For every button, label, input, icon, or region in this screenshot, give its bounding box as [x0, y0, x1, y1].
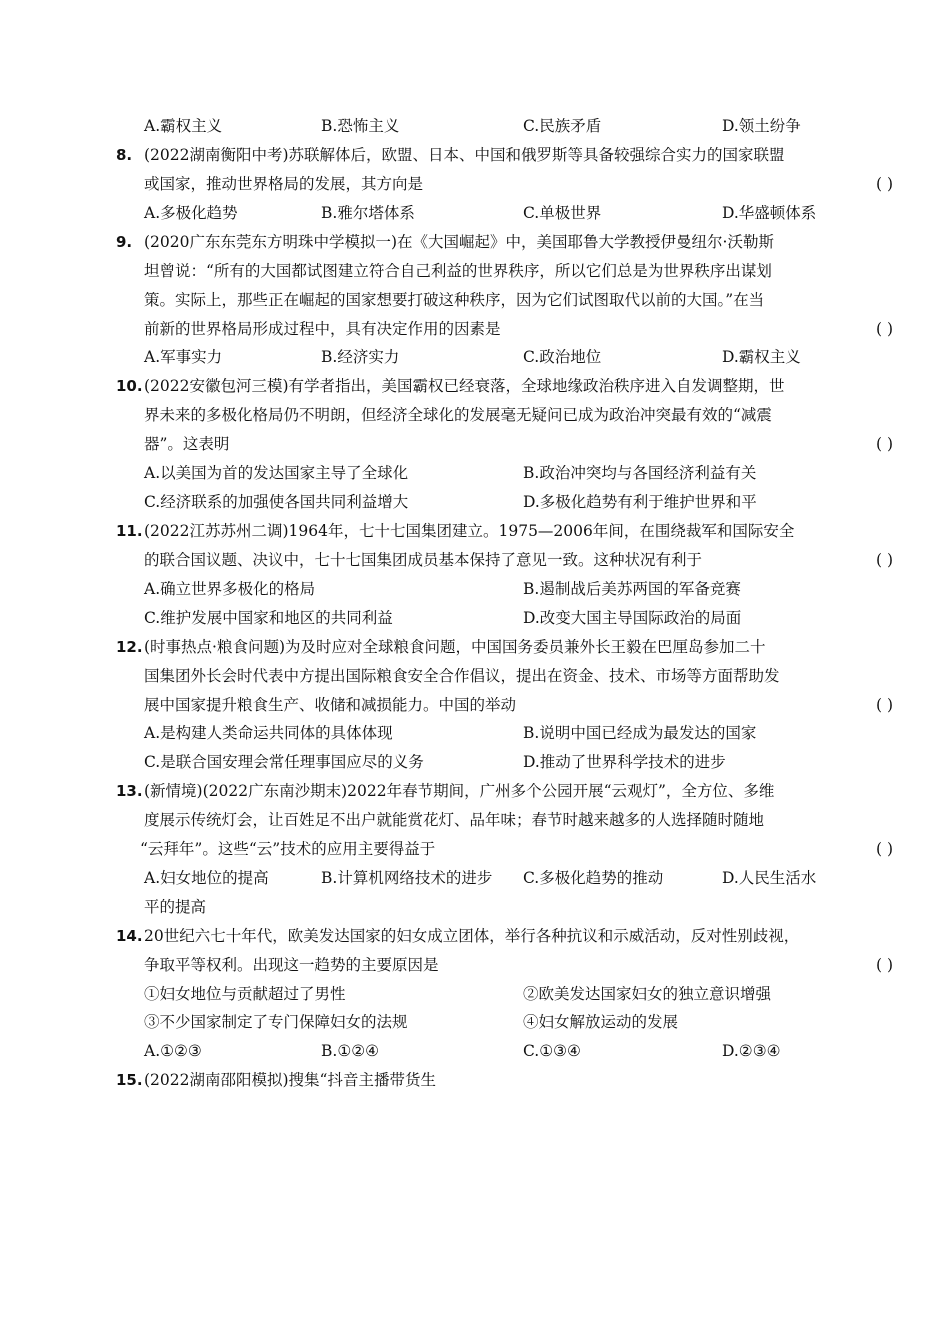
question-stem-line: (2022湖南衡阳中考)苏联解体后，欧盟、日本、中国和俄罗斯等具备较强综合实力的国家联盟	[144, 146, 785, 164]
question-number: 11.	[116, 522, 143, 540]
statement-1: ①妇女地位与贡献超过了男性	[144, 985, 346, 1003]
option-a: A.军事实力	[144, 348, 223, 366]
option-c: C.单极世界	[523, 204, 602, 222]
option-b: B.雅尔塔体系	[321, 204, 415, 222]
question-number: 9.	[116, 233, 133, 251]
option-c: C.民族矛盾	[523, 117, 602, 135]
question-stem-line: 器”。这表明	[144, 435, 230, 453]
option-d-continuation: 平的提高	[144, 898, 207, 916]
question-number: 12.	[116, 638, 143, 656]
question-stem-line: 争取平等权利。出现这一趋势的主要原因是	[144, 956, 439, 974]
option-d: D.②③④	[722, 1042, 781, 1060]
question-stem-line: 20世纪六七十年代，欧美发达国家的妇女成立团体，举行各种抗议和示威活动，反对性别歧视，	[144, 927, 800, 945]
answer-blank: ( )	[876, 696, 894, 714]
answer-blank: ( )	[876, 320, 894, 338]
answer-blank: ( )	[876, 551, 894, 569]
question-stem-line: 策。实际上，那些正在崛起的国家想要打破这种秩序，因为它们试图取代以前的大国。”在当	[144, 291, 765, 309]
question-stem-line: 或国家，推动世界格局的发展，其方向是	[144, 175, 424, 193]
option-b: B.政治冲突均与各国经济利益有关	[523, 464, 757, 482]
option-d: D.多极化趋势有利于维护世界和平	[523, 493, 757, 511]
question-number: 8.	[116, 146, 133, 164]
option-d: D.领土纷争	[722, 117, 801, 135]
question-number: 10.	[116, 377, 143, 395]
answer-blank: ( )	[876, 840, 894, 858]
question-stem-line: 的联合国议题、决议中，七十七国集团成员基本保持了意见一致。这种状况有利于	[144, 551, 703, 569]
question-number: 13.	[116, 782, 143, 800]
option-a: A.多极化趋势	[144, 204, 238, 222]
answer-blank: ( )	[876, 435, 894, 453]
option-c: C.是联合国安理会常任理事国应尽的义务	[144, 753, 424, 771]
option-b: B.遏制战后美苏两国的军备竞赛	[523, 580, 741, 598]
option-a: A.确立世界多极化的格局	[144, 580, 316, 598]
statement-3: ③不少国家制定了专门保障妇女的法规	[144, 1013, 408, 1031]
question-stem-line: (2022安徽包河三模)有学者指出，美国霸权已经衰落，全球地缘政治秩序进入自发调整期，世	[144, 377, 785, 395]
option-c: C.维护发展中国家和地区的共同利益	[144, 609, 393, 627]
option-d: D.人民生活水	[722, 869, 817, 887]
question-stem-line: 国集团外长会时代表中方提出国际粮食安全合作倡议，提出在资金、技术、市场等方面帮助发	[144, 667, 780, 685]
option-c: C.政治地位	[523, 348, 602, 366]
option-a: A.以美国为首的发达国家主导了全球化	[144, 464, 409, 482]
question-stem-line: 坦曾说：“所有的大国都试图建立符合自己利益的世界秩序，所以它们总是为世界秩序出谋划	[144, 262, 772, 280]
option-b: B.计算机网络技术的进步	[321, 869, 493, 887]
question-stem-line: (新情境)(2022广东南沙期末)2022年春节期间，广州多个公园开展“云观灯”，全方位、多维	[144, 782, 775, 800]
option-d: D.华盛顿体系	[722, 204, 817, 222]
question-number: 14.	[116, 927, 143, 945]
option-b: B.恐怖主义	[321, 117, 400, 135]
option-a: A.霸权主义	[144, 117, 223, 135]
question-stem-line: (时事热点·粮食问题)为及时应对全球粮食问题，中国国务委员兼外长王毅在巴厘岛参加二十	[144, 638, 766, 656]
option-c: C.经济联系的加强使各国共同利益增大	[144, 493, 409, 511]
question-stem-line: 度展示传统灯会，让百姓足不出户就能赏花灯、品年味；春节时越来越多的人选择随时随地	[144, 811, 765, 829]
question-stem-line: “云拜年”。这些“云”技术的应用主要得益于	[140, 840, 436, 858]
statement-2: ②欧美发达国家妇女的独立意识增强	[523, 985, 772, 1003]
option-c: C.多极化趋势的推动	[523, 869, 664, 887]
question-stem-line: 展中国家提升粮食生产、收储和减损能力。中国的举动	[144, 696, 517, 714]
question-stem-line: 前新的世界格局形成过程中，具有决定作用的因素是	[144, 320, 501, 338]
option-c: C.①③④	[523, 1042, 581, 1060]
option-d: D.霸权主义	[722, 348, 801, 366]
statement-4: ④妇女解放运动的发展	[523, 1013, 679, 1031]
option-a: A.①②③	[144, 1042, 202, 1060]
option-b: B.经济实力	[321, 348, 400, 366]
option-d: D.推动了世界科学技术的进步	[523, 753, 726, 771]
question-stem-line: (2022江苏苏州二调)1964年，七十七国集团建立。1975—2006年间，在围绕裁军和国际安全	[144, 522, 795, 540]
answer-blank: ( )	[876, 956, 894, 974]
option-b: B.①②④	[321, 1042, 380, 1060]
answer-blank: ( )	[876, 175, 894, 193]
option-a: A.是构建人类命运共同体的具体体现	[144, 724, 393, 742]
option-a: A.妇女地位的提高	[144, 869, 269, 887]
question-number: 15.	[116, 1071, 143, 1089]
question-stem-line: 界未来的多极化格局仍不明朗，但经济全球化的发展毫无疑问已成为政治冲突最有效的“减震	[144, 406, 772, 424]
question-stem-line: (2022湖南邵阳模拟)搜集“抖音主播带货生	[144, 1071, 436, 1089]
question-stem-line: (2020广东东莞东方明珠中学模拟一)在《大国崛起》中，美国耶鲁大学教授伊曼纽尔·沃勒斯	[144, 233, 774, 251]
option-b: B.说明中国已经成为最发达的国家	[523, 724, 757, 742]
option-d: D.改变大国主导国际政治的局面	[523, 609, 742, 627]
